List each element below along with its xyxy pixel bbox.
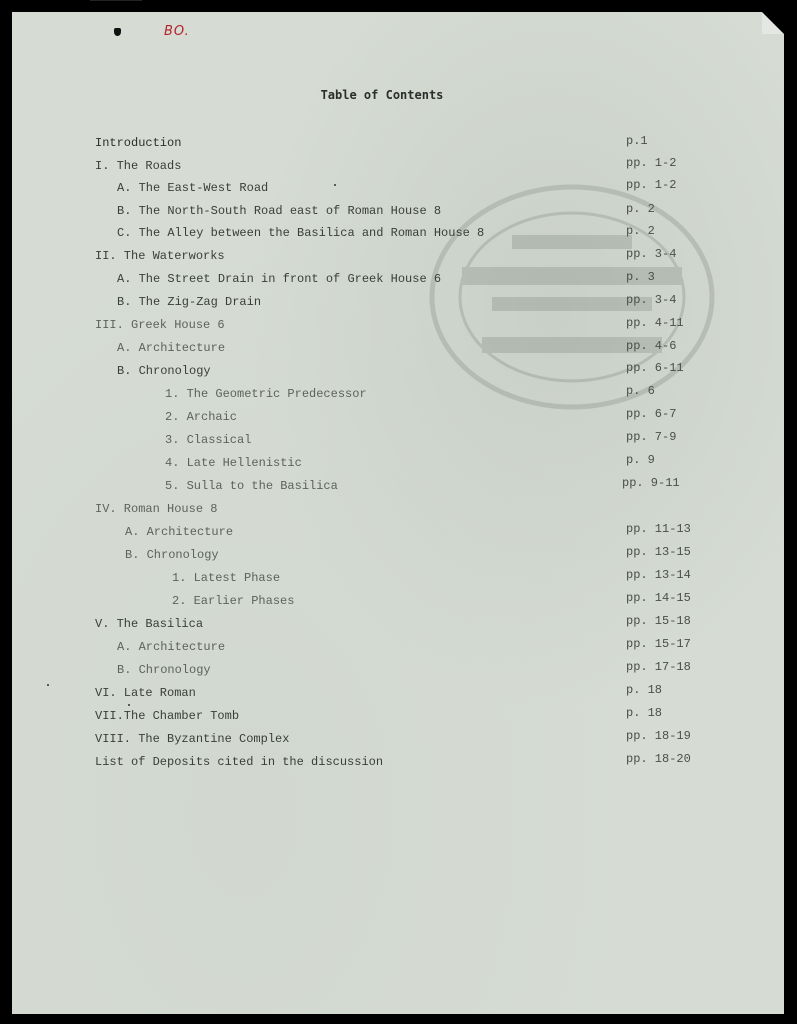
toc-entry-page: pp. 3-4 xyxy=(626,247,677,261)
paper-speck xyxy=(128,704,130,706)
toc-entry-label: VIII. The Byzantine Complex xyxy=(95,732,290,746)
toc-entry-label: IV. Roman House 8 xyxy=(95,502,218,516)
toc-entry-page: pp. 13-15 xyxy=(626,545,691,559)
toc-entry-page: p. 6 xyxy=(626,384,655,398)
toc-entry-label: B. Chronology xyxy=(117,663,211,677)
toc-entry-page: pp. 6-11 xyxy=(626,361,684,375)
toc-entry-page: pp. 6-7 xyxy=(626,407,677,421)
toc-entry-page: pp. 1-2 xyxy=(626,178,677,192)
toc-entry-label: 2. Earlier Phases xyxy=(172,594,295,608)
toc-entry-page: pp. 13-14 xyxy=(626,568,691,582)
toc-entry-page: pp. 18-19 xyxy=(626,729,691,743)
paper-sheet xyxy=(12,12,784,1014)
toc-entry-page: pp. 9-11 xyxy=(622,476,680,490)
toc-entry-label: 5. Sulla to the Basilica xyxy=(165,479,338,493)
handwritten-note: BO. xyxy=(164,24,190,39)
toc-entry-label: A. The Street Drain in front of Greek House 6 xyxy=(117,272,442,286)
toc-entry-label: Introduction xyxy=(95,136,182,150)
toc-entry-label: B. The Zig-Zag Drain xyxy=(117,295,262,309)
toc-entry-page: p. 2 xyxy=(626,202,655,216)
toc-entry-label: VII.The Chamber Tomb xyxy=(95,709,240,723)
toc-entry-label: B. The North-South Road east of Roman House 8 xyxy=(117,204,442,218)
toc-entry-page: pp. 18-20 xyxy=(626,752,691,766)
toc-entry-label: A. Architecture xyxy=(125,525,234,539)
toc-entry-page: p. 18 xyxy=(626,683,663,697)
toc-entry-label: A. Architecture xyxy=(117,341,226,355)
toc-entry-page: pp. 4-11 xyxy=(626,316,684,330)
toc-entry-page: pp. 11-13 xyxy=(626,522,691,536)
top-edge-mark xyxy=(90,0,142,1)
toc-entry-label: List of Deposits cited in the discussion xyxy=(95,755,384,769)
toc-entry-label: 2. Archaic xyxy=(165,410,238,424)
toc-entry-page: pp. 1-2 xyxy=(626,156,677,170)
toc-entry-page: pp. 15-17 xyxy=(626,637,691,651)
toc-entry-page: p. 3 xyxy=(626,270,655,284)
toc-entry-label: A. The East-West Road xyxy=(117,181,269,195)
toc-entry-page: pp. 15-18 xyxy=(626,614,691,628)
table-of-contents xyxy=(12,12,784,1014)
toc-entry-label: V. The Basilica xyxy=(95,617,204,631)
toc-entry-page: pp. 17-18 xyxy=(626,660,691,674)
toc-entry-label: B. Chronology xyxy=(117,364,211,378)
page-title: Table of Contents xyxy=(320,88,444,102)
toc-entry-label: I. The Roads xyxy=(95,159,182,173)
toc-entry-page: p. 2 xyxy=(626,224,655,238)
paper-speck xyxy=(47,684,49,686)
toc-entry-label: 1. Latest Phase xyxy=(172,571,281,585)
toc-entry-label: III. Greek House 6 xyxy=(95,318,225,332)
toc-entry-page: pp. 14-15 xyxy=(626,591,691,605)
toc-entry-label: C. The Alley between the Basilica and Roman House 8 xyxy=(117,226,485,240)
toc-entry-label: II. The Waterworks xyxy=(95,249,225,263)
toc-entry-page: pp. 4-6 xyxy=(626,339,677,353)
toc-entry-page: pp. 3-4 xyxy=(626,293,677,307)
toc-entry-label: 3. Classical xyxy=(165,433,252,447)
toc-entry-page: pp. 7-9 xyxy=(626,430,677,444)
toc-entry-label: 1. The Geometric Predecessor xyxy=(165,387,367,401)
toc-entry-label: VI. Late Roman xyxy=(95,686,196,700)
toc-entry-label: 4. Late Hellenistic xyxy=(165,456,302,470)
toc-entry-page: p. 9 xyxy=(626,453,655,467)
paper-speck xyxy=(334,184,336,186)
toc-entry-label: A. Architecture xyxy=(117,640,226,654)
toc-entry-page: p. 18 xyxy=(626,706,663,720)
toc-entry-page: p.1 xyxy=(626,134,648,148)
toc-entry-label: B. Chronology xyxy=(125,548,219,562)
